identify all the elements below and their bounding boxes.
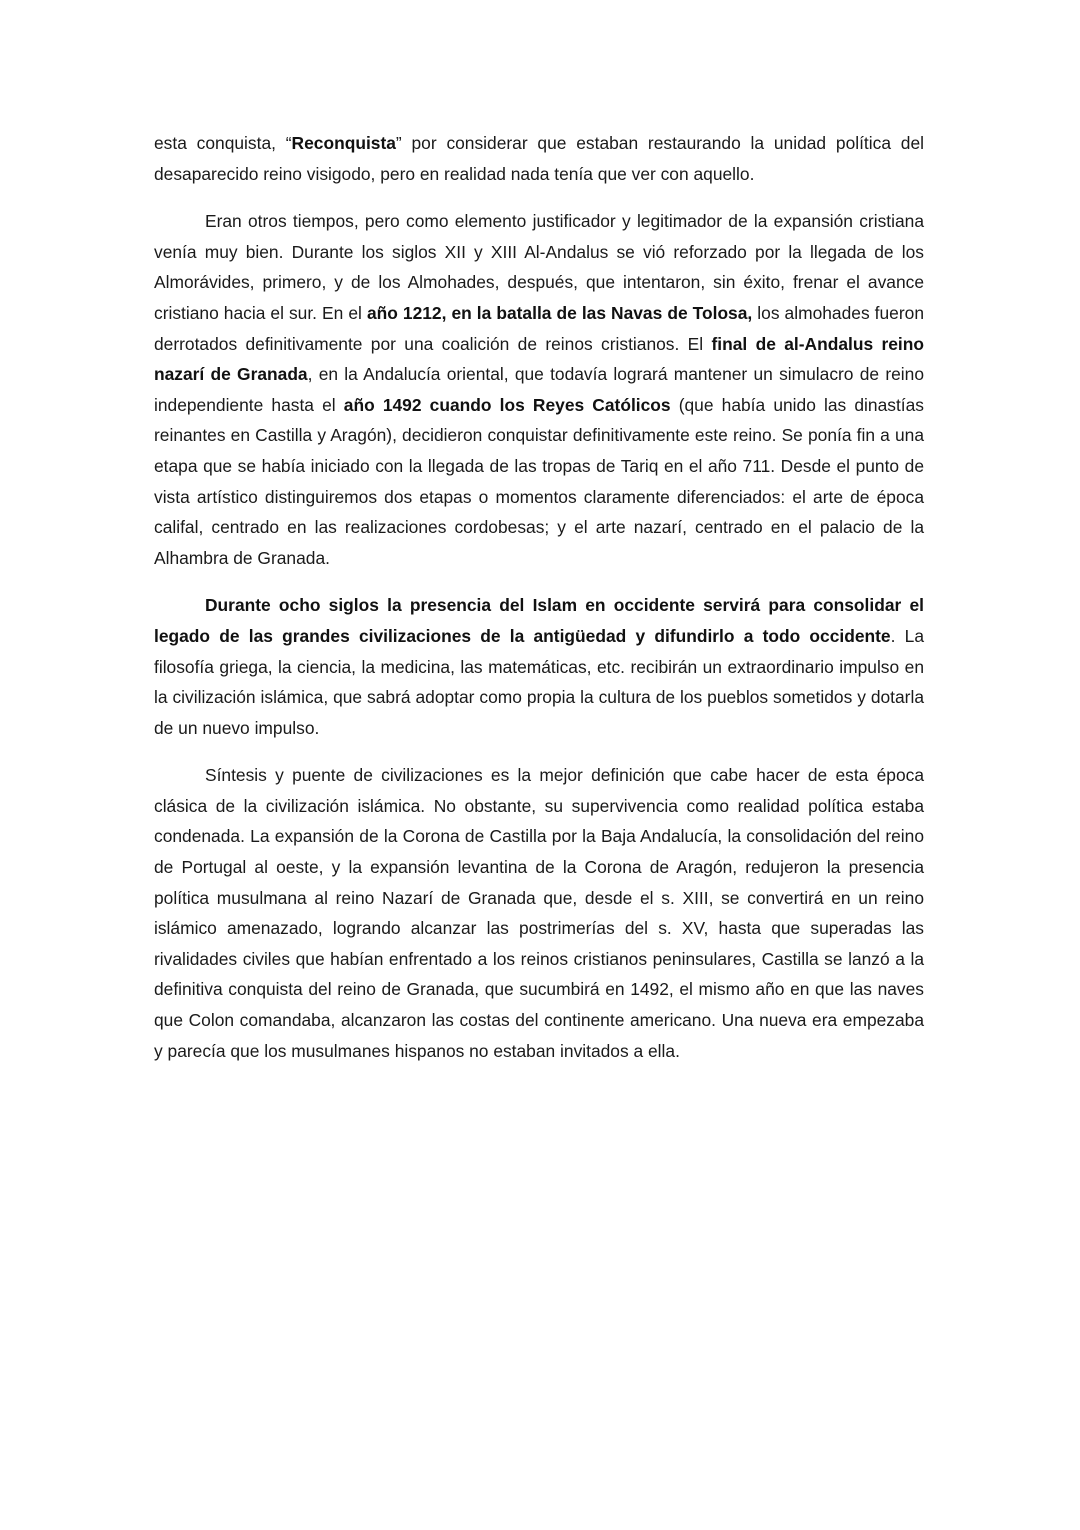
paragraph [154,206,924,573]
paragraph [154,590,924,743]
bold-text: final de al-Andalus reino nazarí de Granada [154,333,924,385]
text-segment: ” por considerar que estaban restaurando la unidad política del desaparecido reino visigodo, pero en realidad nada tenía que ver con aquello. [154,133,925,184]
text-segment: Síntesis y puente de civilizaciones es la mejor definición que cabe hacer de esta época clásica de la civilización islámica. No obstante, su supervivencia como realidad política estaba condenada. La expansión de la Corona de Castilla por la Baja Andalucía, la consolidación del reino de Portugal al oeste, y la expansión levantina de la Corona de Aragón, redujeron la presencia política musulmana al reino Nazarí de Granada que, desde el s. XIII, se convertirá en un reino islámico amenazado, logrando alcanzar las postrimerías del s. XV, hasta que superadas las rivalidades civiles que habían enfrentado a los reinos cristianos peninsulares, Castilla se lanzó a la definitiva conquista del reino de Granada, que sucumbirá en 1492, el mismo año en que las naves que Colon comandaba, alcanzaron las costas del continente americano. Una nueva era empezaba y parecía que los musulmanes hispanos no estaban invitados a ella. [154,765,924,1061]
bold-text: año 1492 cuando los Reyes Católicos [343,394,671,415]
text-segment: . La filosofía griega, la ciencia, la medicina, las matemáticas, etc. recibirán un extraordinario impulso en la civilización islámica, que sabrá adoptar como propia la cultura de los pueblos sometidos y dotarla de un nuevo impulso. [154,625,924,738]
text-segment: Eran otros tiempos, pero como elemento justificador y legitimador de la expansión cristiana venía muy bien. Durante los siglos XII y XIII Al-Andalus se vió reforzado por la llegada de los Almorávides, primero, y de los Almohades, después, que intentaron, sin éxito, frenar el avance cristiano hacia el sur. En el [154,211,924,323]
paragraph [154,128,924,189]
bold-text: Durante ocho siglos la presencia del Islam en occidente servirá para consolidar el legado de las grandes civilizaciones de la antigüedad y difundirlo a todo occidente [154,595,924,646]
bold-text: año 1212, en la batalla de las Navas de Tolosa, [366,302,753,323]
text-segment: los almohades fueron derrotados definitivamente por una coalición de reinos cristianos. El [154,302,924,354]
bold-text: Reconquista [291,133,396,153]
document-page [154,128,924,1083]
text-segment: , en la Andalucía oriental, que todavía logrará mantener un simulacro de reino independiente hasta el [154,364,924,415]
paragraph [154,760,924,1066]
text-segment: (que había unido las dinastías reinantes en Castilla y Aragón), decidieron conquistar definitivamente este reino. Se ponía fin a una etapa que se había iniciado con la llegada de las tropas de Tariq en el año 711. Desde el punto de vista artístico distinguiremos dos etapas o momentos claramente diferenciados: el arte de época califal, centrado en las realizaciones cordobesas; y el arte nazarí, centrado en el palacio de la Alhambra de Granada. [154,394,924,568]
text-segment: esta conquista, “ [154,133,292,153]
